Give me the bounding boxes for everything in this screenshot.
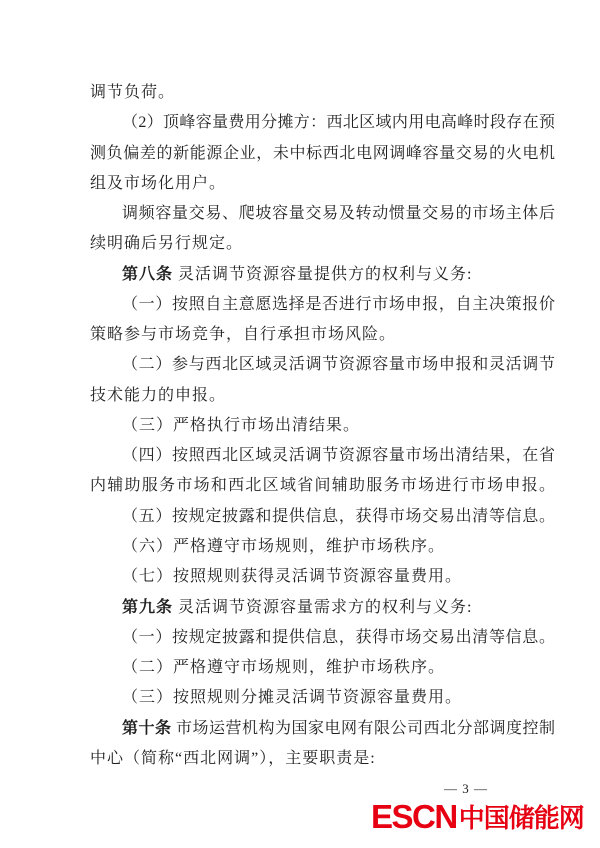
doc-line: （一）按照自主意愿选择是否进行市场申报，自主决策报价 bbox=[122, 295, 555, 313]
doc-line: （二）参与西北区域灵活调节资源容量市场申报和灵活调节 bbox=[122, 356, 555, 374]
doc-line: （二）严格遵守市场规则，维护市场秩序。 bbox=[122, 659, 446, 677]
doc-line: 第八条 灵活调节资源容量提供方的权利与义务: bbox=[122, 265, 473, 283]
doc-line: 第十条 市场运营机构为国家电网有限公司西北分部调度控制 bbox=[122, 719, 555, 737]
escn-logo bbox=[371, 799, 584, 834]
doc-line: 组及市场化用户。 bbox=[90, 174, 227, 192]
doc-line: （一）按规定披露和提供信息，获得市场交易出清等信息。 bbox=[122, 628, 555, 646]
logo-chinese-text: 中国储能网 bbox=[458, 802, 584, 833]
doc-line: （四）按照西北区域灵活调节资源容量市场出清结果，在省 bbox=[122, 447, 555, 465]
article-number: 第八条 bbox=[122, 265, 174, 283]
doc-line: 调节负荷。 bbox=[90, 84, 176, 101]
doc-line: 测负偏差的新能源企业，未中标西北电网调峰容量交易的火电机 bbox=[90, 144, 555, 162]
doc-line: （三）按照规则分摊灵活调节资源容量费用。 bbox=[122, 689, 463, 707]
doc-line: 续明确后另行规定。 bbox=[90, 235, 244, 253]
document-body bbox=[90, 78, 555, 774]
article-number: 第九条 bbox=[122, 598, 174, 616]
doc-line: 技术能力的申报。 bbox=[90, 386, 227, 404]
doc-line: （三）严格执行市场出清结果。 bbox=[122, 416, 361, 434]
page-number: — 3 — bbox=[444, 781, 488, 796]
doc-line: 内辅助服务市场和西北区域省间辅助服务市场进行市场申报。 bbox=[90, 477, 555, 495]
logo-latin-text: ESCN bbox=[371, 798, 457, 835]
doc-line: （五）按规定披露和提供信息，获得市场交易出清等信息。 bbox=[122, 507, 555, 525]
doc-line: 第九条 灵活调节资源容量需求方的权利与义务: bbox=[122, 598, 473, 616]
doc-line: （六）严格遵守市场规则，维护市场秩序。 bbox=[122, 537, 446, 555]
doc-line: 策略参与市场竞争，自行承担市场风险。 bbox=[90, 326, 397, 344]
article-number: 第十条 bbox=[122, 719, 172, 737]
doc-line: 中心（简称“西北网调”），主要职责是: bbox=[90, 749, 376, 767]
doc-line: （七）按照规则获得灵活调节资源容量费用。 bbox=[122, 568, 463, 586]
doc-line: （2）顶峰容量费用分摊方：西北区域内用电高峰时段存在预 bbox=[122, 114, 555, 132]
doc-line: 调频容量交易、爬坡容量交易及转动惯量交易的市场主体后 bbox=[122, 205, 555, 223]
